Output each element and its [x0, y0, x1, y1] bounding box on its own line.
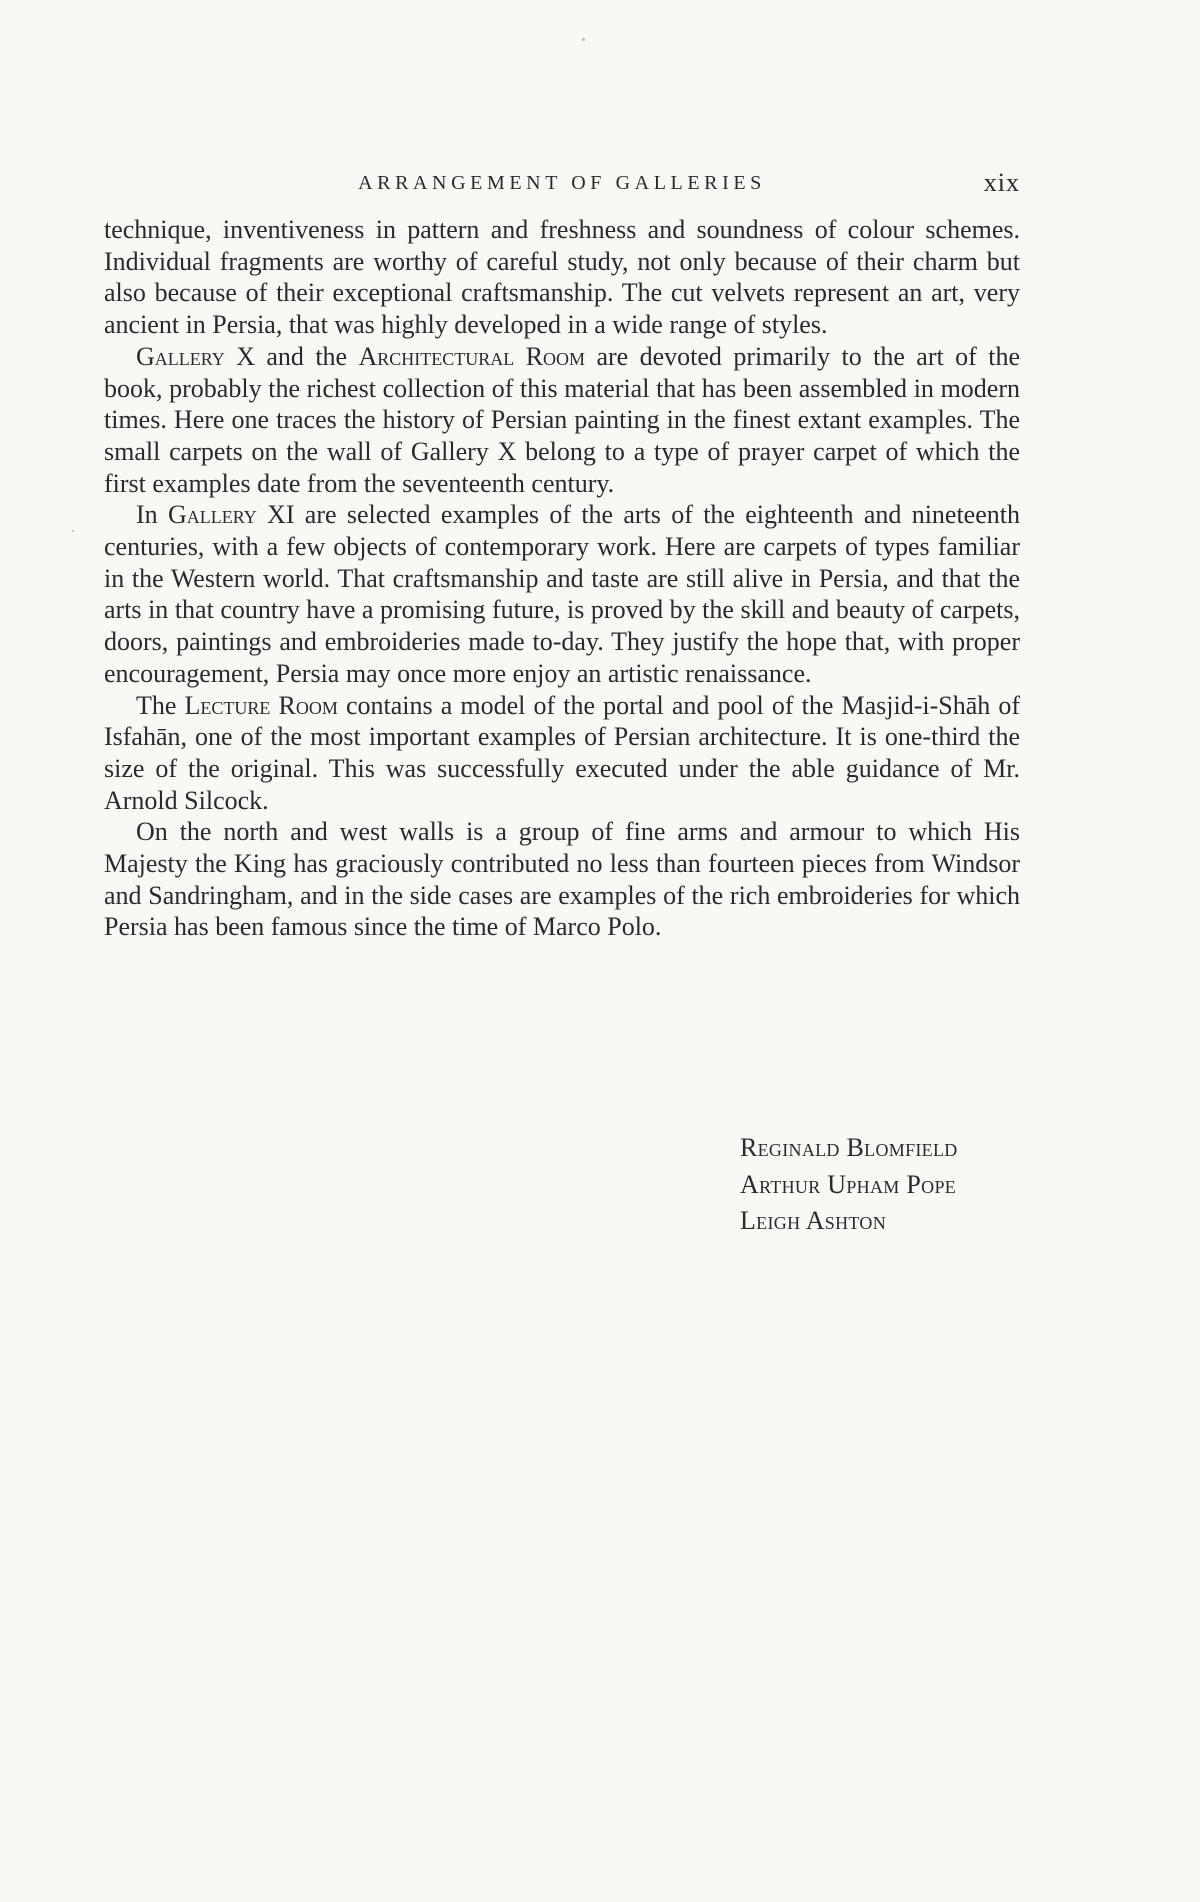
architectural-room-heading: Architectural Room: [358, 341, 586, 371]
paragraph-5: [104, 816, 1020, 943]
lecture-room-heading: Lecture Room: [184, 690, 338, 720]
paragraph-2-text-a: X and the: [224, 341, 359, 371]
paragraph-4-pre: The: [136, 690, 185, 720]
paragraph-3-pre: In: [136, 500, 168, 530]
paragraph-2-text-b: are devoted primarily to the art of the book, probably the richest collection of this material that has been assembled in modern times. Here one traces the history of Persian painting in the finest extant examples. The small carpets on the wall of Gallery X belong to a type of prayer carpet of which the first examples date from the seventeenth century.: [104, 341, 1020, 498]
signature-pope: Arthur Upham Pope: [740, 1169, 957, 1199]
signature-ashton: Leigh Ashton: [740, 1206, 886, 1235]
paragraph-1: [104, 214, 1020, 341]
signatures: [740, 1130, 1040, 1240]
paragraph-3-text: XI are selected examples of the arts of the eighteenth and nineteenth centuries, with a few objects of contemporary work. Here are carpets of types familiar in the Western world. That craftsmanship and taste are still alive in Persia, and that the arts in that country have a promising future, is proved by the skill and beauty of carpets, doors, paintings and embroideries made to-day. They justify the hope that, with proper encouragement, Persia may once more enjoy an artistic renaissance.: [104, 500, 1020, 688]
gallery-x-heading: Gallery: [136, 341, 225, 371]
page-number: xix: [983, 168, 1020, 197]
paragraph-5-text: On the north and west walls is a group of fine arms and armour to which His Majesty the King has graciously contributed no less than fourteen pieces from Windsor and Sandringham, and in the side cases are examples of the rich embroideries for which Persia has been famous since the time of Marco Polo.: [104, 817, 1020, 942]
signature-blomfield: Reginald Blomfield: [740, 1133, 958, 1162]
paragraph-1-text: technique, inventiveness in pattern and freshness and soundness of colour schemes. Individual fragments are worthy of careful study, not only because of their charm but also because of their exceptional craftsmanship. The cut velvets represent an art, very ancient in Persia, that was highly developed in a wide range of styles.: [104, 215, 1020, 340]
running-title: ARRANGEMENT OF GALLERIES: [358, 172, 766, 194]
paper-speck: [72, 530, 74, 532]
paragraph-3: [104, 499, 1020, 689]
paper-speck: [582, 38, 585, 41]
paragraph-4-text: contains a model of the portal and pool of the Masjid-i-Shāh of Isfahān, one of the most important examples of Persian architecture. It is one-third the size of the original. This was successfully executed under the able guidance of Mr. Arnold Silcock.: [104, 690, 1020, 815]
running-head: [104, 168, 1020, 198]
gallery-xi-heading: Gallery: [167, 500, 257, 530]
body-text: [104, 214, 1020, 943]
paragraph-2: [104, 341, 1020, 500]
paragraph-4: [104, 690, 1020, 817]
